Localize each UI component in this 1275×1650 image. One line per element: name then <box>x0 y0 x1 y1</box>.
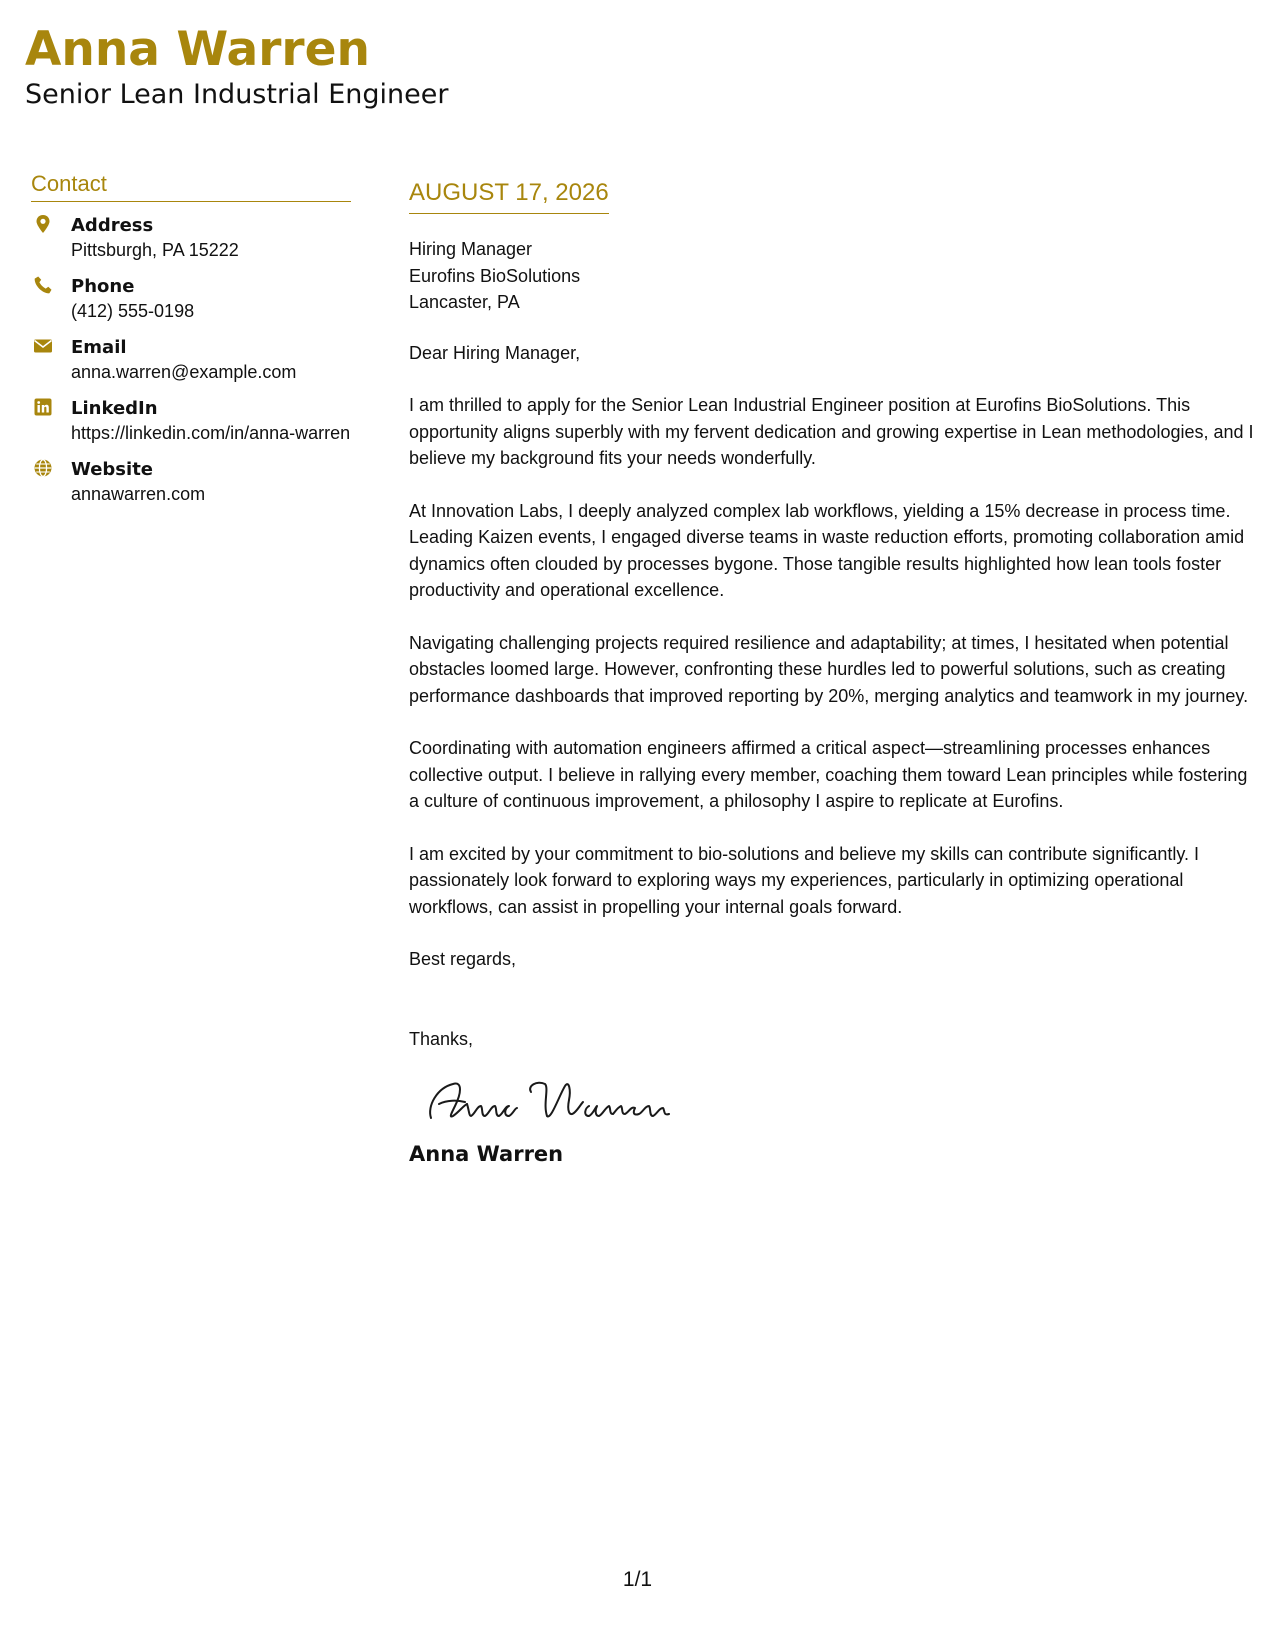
contact-value: Pittsburgh, PA 15222 <box>71 240 239 260</box>
contact-value: (412) 555-0198 <box>71 301 195 321</box>
envelope-icon <box>33 336 53 356</box>
signer-name: Anna Warren <box>409 1142 564 1166</box>
letter-paragraph: Navigating challenging projects required resilience and adaptability; at times, I hesitated when potential obstacles loomed large. However, confronting these hurdles led to powerful solutions, such as creating performance dashboards that improved reporting by 20%, merging analytics and teamwork in my journey. <box>409 632 1249 706</box>
contact-value: anna.warren@example.com <box>71 362 297 382</box>
globe-icon <box>33 458 53 478</box>
contact-item-website <box>31 457 351 507</box>
linkedin-icon <box>33 397 53 417</box>
phone-icon <box>33 275 53 295</box>
contact-item-address <box>31 213 351 263</box>
letter-paragraph: I am thrilled to apply for the Senior Lean Industrial Engineer position at Eurofins BioSolutions. This opportunity aligns superbly with my fervent dedication and growing expertise in Lean methodologies, and I believe my background fits your needs wonderfully. <box>409 395 1254 468</box>
applicant-title: Senior Lean Industrial Engineer <box>25 79 449 110</box>
contact-label: LinkedIn <box>71 398 158 419</box>
contact-value[interactable]: https://linkedin.com/in/anna-warren <box>71 423 351 443</box>
letter-paragraph: At Innovation Labs, I deeply analyzed complex lab workflows, yielding a 15% decrease in process time. Leading Kaizen events, I engaged diverse teams in waste reduction efforts, promoting collaboration amid dynamics often clouded by processes bygone. Those tangible results highlighted how lean tools foster productivity and operational excellence. <box>409 500 1245 600</box>
applicant-name: Anna Warren <box>25 22 370 77</box>
cover-letter-body <box>409 178 1254 1168</box>
contact-value[interactable]: annawarren.com <box>71 484 206 504</box>
letter-paragraph: I am excited by your commitment to bio-solutions and believe my skills can contribute significantly. I passionately look forward to exploring ways my experiences, particularly in optimizing operational workflows, can assist in propelling your internal goals forward. <box>409 843 1200 917</box>
resume-header <box>25 22 448 112</box>
contact-label: Email <box>71 337 127 358</box>
map-pin-icon <box>33 214 53 234</box>
contact-heading: Contact <box>31 170 351 202</box>
letter-paragraph: Coordinating with automation engineers affirmed a critical aspect—streamlining processes enhances collective output. I believe in rallying every member, coaching them toward Lean principles while fostering a culture of continuous improvement, a philosophy I aspire to replicate at Eurofins. <box>409 738 1248 811</box>
salutation: Dear Hiring Manager, <box>409 342 581 363</box>
contact-item-phone <box>31 274 351 324</box>
recipient-line: Lancaster, PA <box>409 292 520 312</box>
handwritten-signature <box>419 1066 679 1136</box>
contact-sidebar <box>31 170 351 518</box>
closing: Best regards, <box>409 949 517 969</box>
recipient-block <box>409 236 1254 316</box>
page-number: 1/1 <box>622 1568 653 1591</box>
thanks-line: Thanks, <box>409 1028 474 1049</box>
contact-item-linkedin <box>31 396 351 446</box>
contact-item-email <box>31 335 351 385</box>
contact-label: Website <box>71 459 154 480</box>
recipient-line: Hiring Manager <box>409 239 533 259</box>
contact-label: Address <box>71 215 154 236</box>
contact-label: Phone <box>71 276 135 297</box>
letter-date: AUGUST 17, 2026 <box>409 178 609 214</box>
recipient-line: Eurofins BioSolutions <box>409 265 581 286</box>
